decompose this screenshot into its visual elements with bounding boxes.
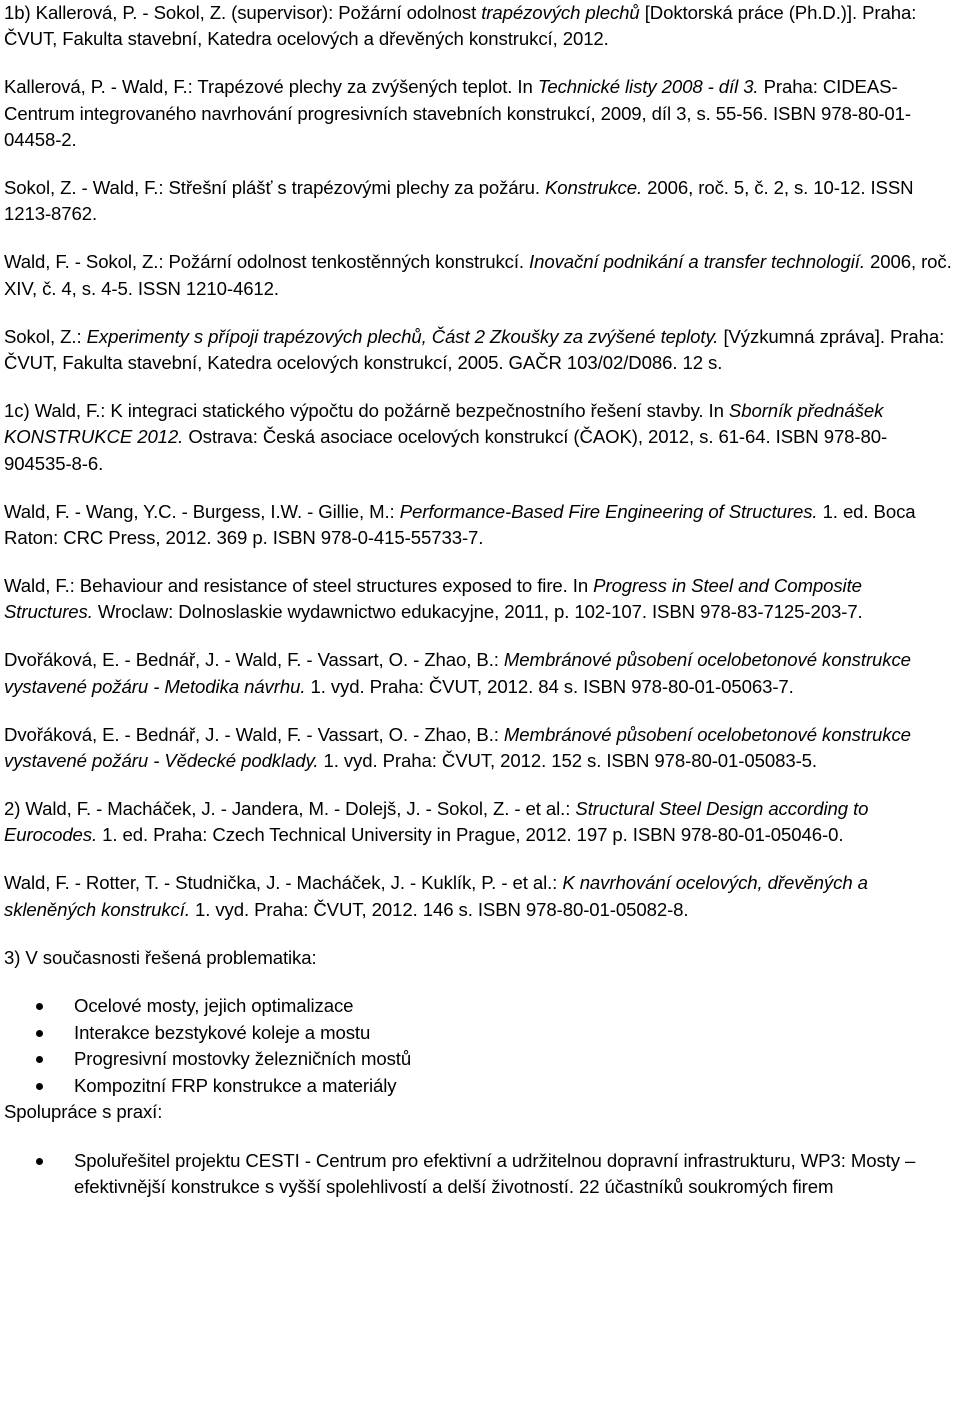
- reference-text: Sokol, Z.:: [4, 325, 87, 347]
- reference-title: Membránové působení ocelobetonové konstrukce vystavené požáru - Metodika návrhu.: [4, 649, 911, 697]
- research-topic-item: Kompozitní FRP konstrukce a materiály: [4, 1073, 952, 1100]
- reference-entry: [4, 0, 952, 53]
- reference-text: 1. ed. Praha: Czech Technical University in Prague, 2012. 197 p. ISBN 978-80-01-05046-0.: [97, 824, 844, 846]
- reference-text: 2006, roč. 5, č. 2, s. 10-12. ISSN 1213-8762.: [4, 177, 914, 225]
- reference-text: 2) Wald, F. - Macháček, J. - Jandera, M. - Dolejš, J. - Sokol, Z. - et al.:: [4, 797, 576, 819]
- reference-text: [Výzkumná zpráva]. Praha: ČVUT, Fakulta stavební, Katedra ocelových konstrukcí, 2005. GAČR 103/02/D086. 12 s.: [4, 325, 945, 374]
- reference-entry: [4, 74, 952, 153]
- reference-entry: [4, 796, 952, 849]
- research-topics-list: [4, 993, 952, 1099]
- reference-text: Wald, F.: Behaviour and resistance of steel structures exposed to fire. In: [4, 575, 594, 596]
- reference-title: Konstrukce.: [544, 177, 643, 199]
- reference-title: Progress in Steel and Composite Structures.: [4, 575, 862, 623]
- reference-text: Wald, F. - Rotter, T. - Studnička, J. - Macháček, J. - Kuklík, P. - et al.:: [4, 872, 563, 894]
- reference-text: 1c) Wald, F.: K integraci statického výpočtu do požárně bezpečnostního řešení stavby. In: [4, 399, 729, 421]
- reference-text: 2006, roč. XIV, č. 4, s. 4-5. ISSN 1210-4612.: [4, 251, 952, 299]
- reference-title: Structural Steel Design according to Eurocodes.: [4, 797, 869, 846]
- reference-entry: [4, 324, 952, 377]
- reference-text: Praha: CIDEAS-Centrum integrovaného navrhování progresivních stavebních konstrukcí, 2009, díl 3, s. 55-56. ISBN 978-80-01-04458-2.: [4, 76, 912, 151]
- reference-title: Inovační podnikání a transfer technologií.: [529, 251, 865, 273]
- reference-entry: [4, 722, 952, 775]
- research-topic-item: Progresivní mostovky železničních mostů: [4, 1046, 952, 1073]
- reference-entry: [4, 647, 952, 700]
- reference-text: Dvořáková, E. - Bednář, J. - Wald, F. - Vassart, O. - Zhao, B.:: [4, 723, 504, 745]
- reference-text: 1. ed. Boca Raton: CRC Press, 2012. 369 p. ISBN 978-0-415-55733-7.: [4, 500, 916, 549]
- reference-text: Wroclaw: Dolnoslaskie wydawnictwo edukacyjne, 2011, p. 102-107. ISBN 978-83-7125-203-7.: [92, 601, 863, 623]
- reference-entry: [4, 249, 952, 302]
- reference-text: Wald, F. - Sokol, Z.: Požární odolnost tenkostěnných konstrukcí.: [4, 251, 530, 273]
- reference-entry: [4, 870, 952, 923]
- reference-list: [4, 0, 952, 923]
- reference-title: trapézových plechů: [481, 2, 640, 23]
- reference-text: 1. vyd. Praha: ČVUT, 2012. 84 s. ISBN 978-80-01-05063-7.: [305, 675, 794, 697]
- reference-entry: [4, 573, 952, 626]
- reference-title: Sborník přednášek KONSTRUKCE 2012.: [4, 399, 884, 448]
- reference-text: [Doktorská práce (Ph.D.)]. Praha: ČVUT, Fakulta stavební, Katedra ocelových a dřevěných konstrukcí, 2012.: [4, 2, 917, 50]
- reference-text: Sokol, Z. - Wald, F.: Střešní plášť s trapézovými plechy za požáru.: [4, 177, 545, 199]
- cooperation-heading: Spolupráce s praxí:: [4, 1101, 163, 1123]
- section-3-heading: 3) V současnosti řešená problematika:: [4, 946, 317, 968]
- reference-title: Membránové působení ocelobetonové konstrukce vystavené požáru - Vědecké podklady.: [4, 723, 911, 772]
- cooperation-item: Spoluřešitel projektu CESTI - Centrum pro efektivní a udržitelnou dopravní infrastrukturu, WP3: Mosty – efektivnější konstrukce s vyšší spolehlivostí a delší životností. 22 účastníků soukromých firem: [4, 1148, 952, 1201]
- reference-title: Performance-Based Fire Engineering of Structures.: [399, 500, 818, 522]
- reference-text: 1. vyd. Praha: ČVUT, 2012. 146 s. ISBN 978-80-01-05082-8.: [189, 898, 689, 920]
- research-topic-item: Ocelové mosty, jejich optimalizace: [4, 993, 952, 1020]
- reference-title: K navrhování ocelových, dřevěných a skleněných konstrukcí.: [4, 872, 868, 920]
- reference-text: Wald, F. - Wang, Y.C. - Burgess, I.W. - Gillie, M.:: [4, 500, 400, 522]
- reference-text: Kallerová, P. - Wald, F.: Trapézové plechy za zvýšených teplot. In: [4, 76, 538, 98]
- reference-title: Experimenty s přípoji trapézových plechů, Část 2 Zkoušky za zvýšené teploty.: [86, 325, 719, 347]
- research-topic-item: Interakce bezstykové koleje a mostu: [4, 1020, 952, 1047]
- reference-text: Ostrava: Česká asociace ocelových konstrukcí (ČAOK), 2012, s. 61-64. ISBN 978-80-904535-8-6.: [4, 426, 888, 474]
- document-page: [4, 0, 952, 1201]
- reference-title: Technické listy 2008 - díl 3.: [537, 76, 759, 98]
- reference-text: Dvořáková, E. - Bednář, J. - Wald, F. - Vassart, O. - Zhao, B.:: [4, 649, 504, 671]
- cooperation-list: [4, 1148, 952, 1201]
- reference-entry: [4, 398, 952, 477]
- reference-text: 1b) Kallerová, P. - Sokol, Z. (supervisor): Požární odolnost: [4, 2, 482, 23]
- reference-entry: [4, 499, 952, 552]
- reference-entry: [4, 175, 952, 228]
- reference-text: 1. vyd. Praha: ČVUT, 2012. 152 s. ISBN 978-80-01-05083-5.: [318, 750, 817, 772]
